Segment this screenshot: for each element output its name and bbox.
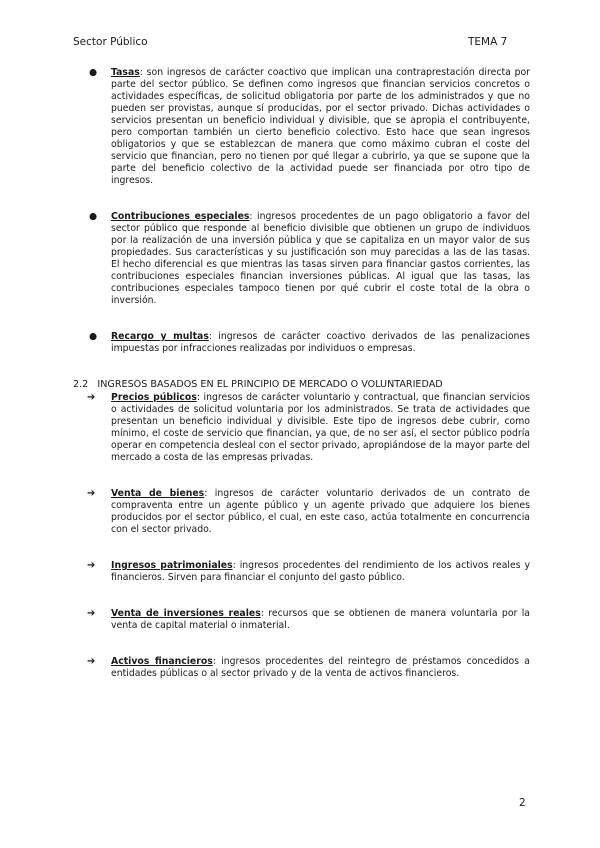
header-right: TEMA 7	[468, 36, 508, 48]
item-text: : ingresos procedentes del reintegro de préstamos concedidos a entidades públicas o al sector privado y de la venta de activos financieros.	[111, 656, 530, 679]
list-item	[73, 211, 530, 307]
term-label: Activos financieros	[111, 656, 213, 667]
item-text: : ingresos de carácter voluntario y contractual, que financian servicios o actividades de solicitud voluntaria por los administrados. Se trata de actividades que presentan un beneficio individual y divisible. Este tipo de ingresos debe cubrir, como mínimo, el coste de servicio que financian, ya que, de no ser así, el sector público podría operar en competencia desleal con el sector privado, apropiándose de la mayor parte del mercado a costa de las empresas privadas.	[111, 392, 530, 463]
arrow-right-icon: ➔	[87, 560, 96, 571]
list-item	[73, 67, 530, 187]
bullet-icon: ●	[89, 67, 98, 78]
arrow-right-icon: ➔	[87, 392, 96, 403]
bullet-list	[73, 67, 530, 355]
item-text: : son ingresos de carácter coactivo que implican una contraprestación directa por parte del sector público. Se definen como ingresos que financian servicios concretos o actividades específicas, de solicitud obligatoria por parte de los administrados y que no pueden ser provistas, aunque sí producidas, por el sector privado. Dichas actividades o servicios presentan un beneficio individual y divisible, que se apropia el contribuyente, pero comportan también un cierto beneficio colectivo. Esto hace que sean ingresos obligatorios y que se establezcan de manera que como máximo cubran el coste del servicio que financian, pero no tienen por qué llegar a cubrirlo, ya que se supone que la parte del beneficio colectivo de la actividad puede ser financiada por otro tipo de ingresos.	[111, 67, 530, 186]
arrow-right-icon: ➔	[87, 488, 96, 499]
term-label: Venta de inversiones reales	[111, 608, 261, 619]
list-item	[73, 392, 530, 464]
term-label: Recargo y multas	[111, 331, 209, 342]
term-label: Precios públicos	[111, 392, 197, 403]
list-item	[73, 608, 530, 632]
item-text: : ingresos procedentes del rendimiento de los activos reales y financieros. Sirven para financiar el conjunto del gasto público.	[111, 560, 530, 583]
term-label: Venta de bienes	[111, 488, 205, 499]
section-number: 2.2	[73, 379, 89, 390]
list-item	[73, 331, 530, 355]
section-title: INGRESOS BASADOS EN EL PRINCIPIO DE MERCADO O VOLUNTARIEDAD	[97, 379, 443, 390]
term-label: Ingresos patrimoniales	[111, 560, 233, 571]
page-number: 2	[519, 797, 526, 809]
header-left: Sector Público	[73, 36, 148, 48]
bullet-icon: ●	[89, 211, 98, 222]
list-item	[73, 560, 530, 584]
section-heading	[73, 379, 530, 390]
item-text: : ingresos procedentes de un pago obligatorio a favor del sector público que responde al beneficio divisible que obtienen un grupo de individuos por la realización de una inversión pública y que se capitaliza en un mayor valor de sus propiedades. Sus características y su justificación son muy parecidas a las de las tasas. El hecho diferencial es que mientras las tasas sirven para financiar gastos corrientes, las contribuciones especiales financian inversiones públicas. Al igual que las tasas, las contribuciones especiales tampoco tienen por qué cubrir el coste total de la obra o inversión.	[111, 211, 530, 306]
arrow-right-icon: ➔	[87, 656, 96, 667]
item-text: : ingresos de carácter voluntario derivados de un contrato de compraventa entre un agente público y un agente privado que adquiere los bienes producidos por el sector público, el cual, en este caso, actúa totalmente en concurrencia con el sector privado.	[111, 488, 530, 535]
list-item	[73, 488, 530, 536]
list-item	[73, 656, 530, 680]
item-text: : ingresos de carácter coactivo derivados de las penalizaciones impuestas por infracciones realizadas por individuos o empresas.	[111, 331, 530, 354]
document-body	[73, 67, 530, 680]
item-text: : recursos que se obtienen de manera voluntaria por la venta de capital material o inmaterial.	[111, 608, 530, 631]
term-label: Contribuciones especiales	[111, 211, 250, 222]
term-label: Tasas	[111, 67, 140, 78]
arrow-right-icon: ➔	[87, 608, 96, 619]
arrow-list	[73, 392, 530, 680]
bullet-icon: ●	[89, 331, 98, 342]
